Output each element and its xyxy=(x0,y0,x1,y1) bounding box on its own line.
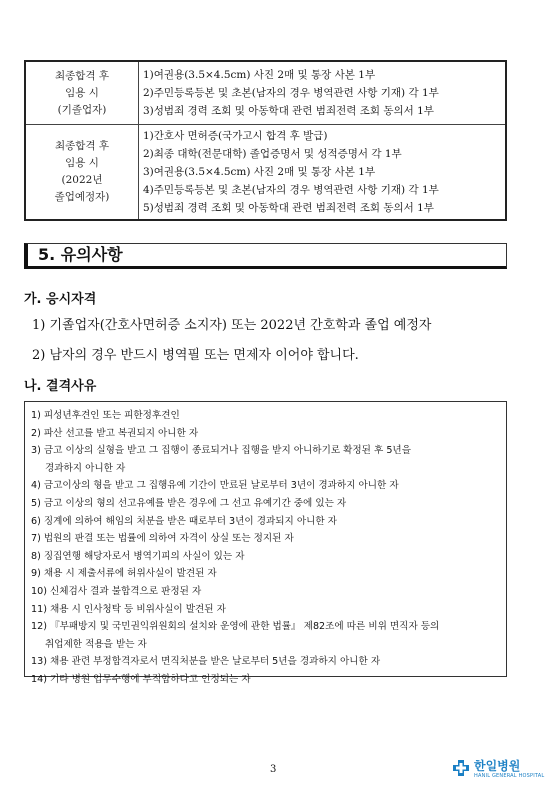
table-row xyxy=(25,61,506,125)
list-item: 1) 피성년후견인 또는 피한정후견인 xyxy=(31,410,180,421)
list-item: 5) 금고 이상의 형의 선고유예를 받은 경우에 그 선고 유예기간 중에 있는 자 xyxy=(31,497,347,509)
list-item: 4) 금고이상의 형을 받고 그 집행유예 기간이 만료된 날로부터 3년이 경과하지 아니한 자 xyxy=(31,480,399,492)
list-item: 3) 금고 이상의 실형을 받고 그 집행이 종료되거나 집행을 받지 아니하기로 확정된 후 5년을 xyxy=(31,445,411,457)
list-item: 2)주민등록등본 및 초본(남자의 경우 병역관련 사항 기재) 각 1부 xyxy=(143,87,439,99)
list-item: 11) 채용 시 인사청탁 등 비위사실이 발견된 자 xyxy=(31,603,226,615)
list-item: 5)성범죄 경력 조회 및 아동학대 관련 범죄전력 조회 동의서 1부 xyxy=(143,202,434,214)
list-item: 1)간호사 면허증(국가고시 합격 후 발급) xyxy=(143,130,328,142)
disqualification-box xyxy=(24,401,507,685)
list-item: 4)주민등록등본 및 초본(남자의 경우 병역관련 사항 기재) 각 1부 xyxy=(143,184,439,196)
list-item: 10) 신체검사 결과 불합격으로 판정된 자 xyxy=(31,585,202,597)
list-item: 2) 파산 선고를 받고 복권되지 아니한 자 xyxy=(31,427,199,439)
list-item-continuation: 경과하지 아니한 자 xyxy=(45,462,126,474)
list-item: 7) 법원의 판결 또는 법률에 의하여 자격이 상실 또는 정지된 자 xyxy=(31,533,294,545)
required-documents-table xyxy=(24,60,507,221)
list-item: 12) 『부패방지 및 국민권익위원회의 설치와 운영에 관한 법률』 제82조에 따른 비위 면직자 등의 xyxy=(31,621,440,633)
list-item: 8) 징집연행 해당자로서 병역기피의 사실이 있는 자 xyxy=(31,550,245,562)
list-item: 3)성범죄 경력 조회 및 아동학대 관련 범죄전력 조회 동의서 1부 xyxy=(143,105,434,117)
list-item: 6) 징계에 의하여 해임의 처분을 받은 때로부터 3년이 경과되지 아니한 자 xyxy=(31,515,337,527)
table-row xyxy=(25,125,506,221)
row-items xyxy=(139,125,507,221)
list-item: 3)여권용(3.5×4.5cm) 사진 2매 및 통장 사본 1부 xyxy=(143,166,376,178)
list-item-continuation: 취업제한 적용을 받는 자 xyxy=(45,638,147,650)
page-number: 3 xyxy=(270,764,277,775)
hospital-cross-icon xyxy=(452,759,470,781)
list-item: 9) 채용 시 제출서류에 허위사실이 발견된 자 xyxy=(31,568,217,580)
list-item: 2)최종 대학(전문대학) 졸업증명서 및 성적증명서 각 1부 xyxy=(143,148,402,160)
qualification-heading: 가. 응시자격 xyxy=(24,292,97,307)
row-items xyxy=(139,61,507,125)
qualification-item: 1) 기졸업자(간호사면허증 소지자) 또는 2022년 간호학과 졸업 예정자 xyxy=(32,318,432,333)
section-heading: 5. 유의사항 xyxy=(24,243,507,269)
hospital-logo xyxy=(452,757,545,783)
qualification-item: 2) 남자의 경우 반드시 병역필 또는 면제자 이어야 합니다. xyxy=(32,348,359,363)
logo-subtitle: HANIL GENERAL HOSPITAL xyxy=(474,773,545,779)
list-item: 13) 채용 관련 부정합격자로서 면직처분을 받은 날로부터 5년을 경과하지 아니한 자 xyxy=(31,656,381,668)
list-item: 1)여권용(3.5×4.5cm) 사진 2매 및 통장 사본 1부 xyxy=(143,69,376,81)
logo-name: 한일병원 xyxy=(474,759,521,773)
row-label: 최종합격 후 임용 시 (기졸업자) xyxy=(25,61,139,125)
list-item: 14) 기타 병원 업무수행에 부적합하다고 인정되는 자 xyxy=(31,673,251,685)
row-label: 최종합격 후 임용 시 (2022년 졸업예정자) xyxy=(25,125,139,221)
disqualification-heading: 나. 결격사유 xyxy=(24,379,97,394)
